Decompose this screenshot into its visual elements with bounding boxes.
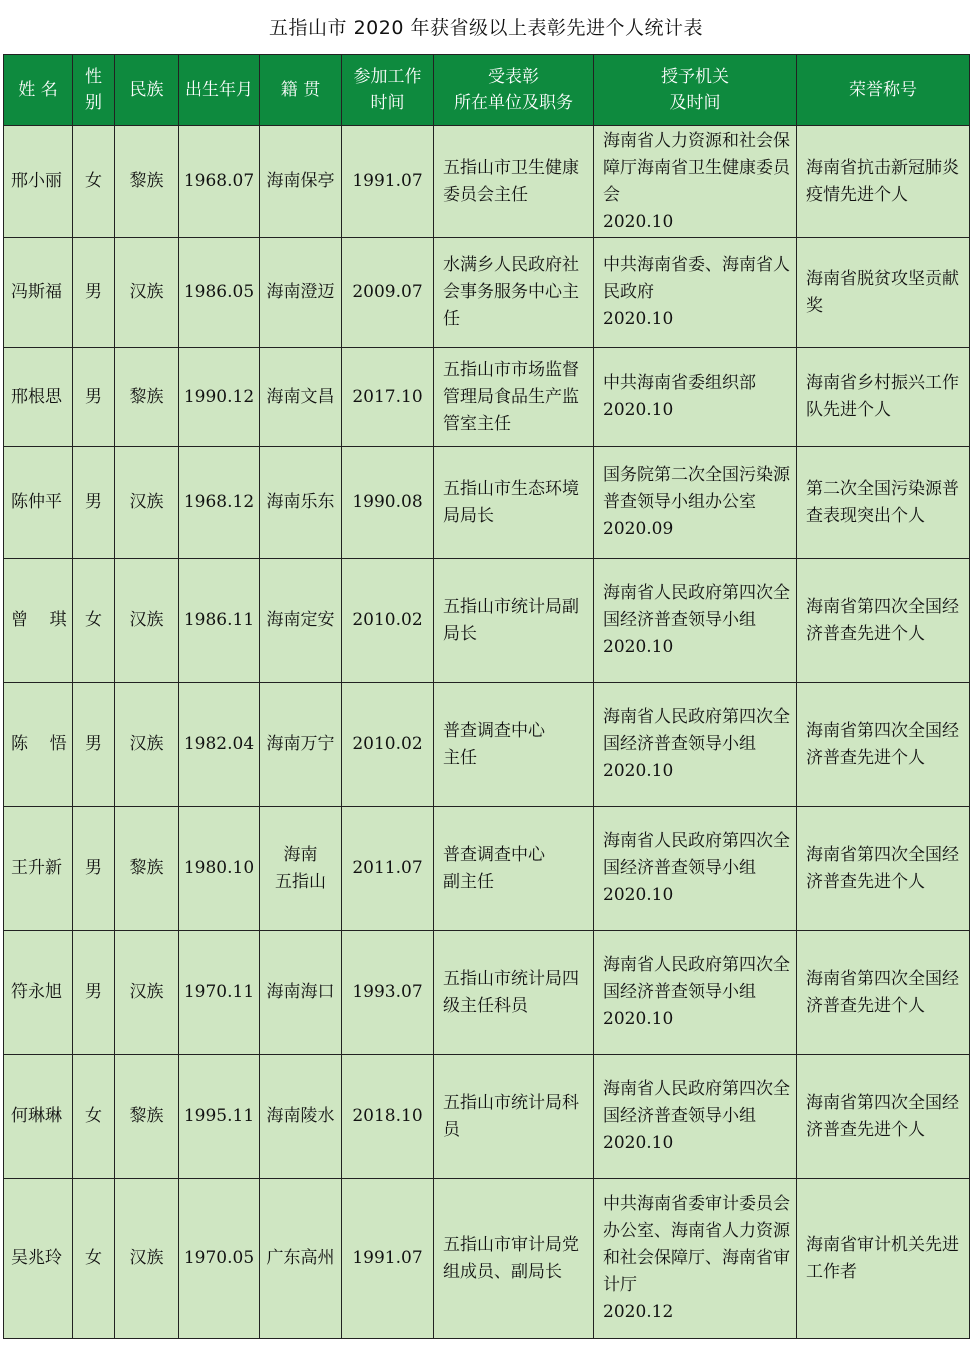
- cell-gender: 女: [73, 1179, 115, 1339]
- cell-origin: 海南澄迈: [260, 238, 342, 348]
- cell-granting-body: 海南省人民政府第四次全国经济普查领导小组 2020.10: [594, 931, 797, 1055]
- cell-honor: 海南省第四次全国经济普查先进个人: [797, 559, 970, 683]
- cell-honor: 海南省第四次全国经济普查先进个人: [797, 931, 970, 1055]
- cell-work-start: 1991.07: [342, 1179, 434, 1339]
- cell-granting-body: 中共海南省委组织部 2020.10: [594, 348, 797, 447]
- cell-honor: 海南省第四次全国经济普查先进个人: [797, 1055, 970, 1179]
- cell-origin: 海南陵水: [260, 1055, 342, 1179]
- cell-birth: 1970.11: [179, 931, 260, 1055]
- cell-ethnicity: 汉族: [115, 559, 179, 683]
- cell-origin: 广东高州: [260, 1179, 342, 1339]
- cell-honor: 第二次全国污染源普查表现突出个人: [797, 447, 970, 559]
- table-row: [4, 807, 970, 931]
- cell-work-start: 1993.07: [342, 931, 434, 1055]
- table-row: [4, 1055, 970, 1179]
- header-granting-body: 授予机关 及时间: [594, 55, 797, 126]
- cell-origin: 海南保亭: [260, 126, 342, 238]
- cell-granting-body: 海南省人民政府第四次全国经济普查领导小组 2020.10: [594, 807, 797, 931]
- cell-honor: 海南省抗击新冠肺炎疫情先进个人: [797, 126, 970, 238]
- cell-ethnicity: 黎族: [115, 348, 179, 447]
- cell-birth: 1968.07: [179, 126, 260, 238]
- cell-honor: 海南省乡村振兴工作队先进个人: [797, 348, 970, 447]
- header-origin: 籍 贯: [260, 55, 342, 126]
- cell-name: 陈仲平: [4, 447, 73, 559]
- cell-honor: 海南省第四次全国经济普查先进个人: [797, 683, 970, 807]
- cell-name: 王升新: [4, 807, 73, 931]
- cell-gender: 女: [73, 559, 115, 683]
- cell-unit-position: 普查调查中心 主任: [434, 683, 594, 807]
- cell-name: 邢根思: [4, 348, 73, 447]
- table-row: [4, 559, 970, 683]
- cell-gender: 男: [73, 931, 115, 1055]
- cell-ethnicity: 汉族: [115, 683, 179, 807]
- cell-unit-position: 五指山市统计局科员: [434, 1055, 594, 1179]
- cell-birth: 1986.05: [179, 238, 260, 348]
- cell-granting-body: 海南省人民政府第四次全国经济普查领导小组 2020.10: [594, 1055, 797, 1179]
- cell-origin: 海南文昌: [260, 348, 342, 447]
- cell-work-start: 2018.10: [342, 1055, 434, 1179]
- table-row: [4, 683, 970, 807]
- header-gender: 性 别: [73, 55, 115, 126]
- cell-ethnicity: 汉族: [115, 931, 179, 1055]
- cell-birth: 1986.11: [179, 559, 260, 683]
- cell-unit-position: 五指山市审计局党组成员、副局长: [434, 1179, 594, 1339]
- cell-birth: 1990.12: [179, 348, 260, 447]
- header-unit-position: 受表彰 所在单位及职务: [434, 55, 594, 126]
- cell-ethnicity: 汉族: [115, 1179, 179, 1339]
- cell-gender: 男: [73, 807, 115, 931]
- header-ethnicity: 民族: [115, 55, 179, 126]
- table-row: [4, 126, 970, 238]
- table-row: [4, 238, 970, 348]
- header-honor: 荣誉称号: [797, 55, 970, 126]
- cell-gender: 女: [73, 1055, 115, 1179]
- header-work-start: 参加工作 时间: [342, 55, 434, 126]
- cell-name: 陈 悟: [4, 683, 73, 807]
- cell-unit-position: 普查调查中心 副主任: [434, 807, 594, 931]
- cell-origin: 海南定安: [260, 559, 342, 683]
- cell-ethnicity: 黎族: [115, 1055, 179, 1179]
- cell-unit-position: 水满乡人民政府社会事务服务中心主任: [434, 238, 594, 348]
- cell-unit-position: 五指山市卫生健康委员会主任: [434, 126, 594, 238]
- cell-birth: 1968.12: [179, 447, 260, 559]
- cell-granting-body: 海南省人民政府第四次全国经济普查领导小组 2020.10: [594, 683, 797, 807]
- cell-name: 吴兆玲: [4, 1179, 73, 1339]
- page-title: 五指山市 2020 年获省级以上表彰先进个人统计表: [269, 17, 703, 39]
- header-name: 姓 名: [4, 55, 73, 126]
- cell-birth: 1980.10: [179, 807, 260, 931]
- cell-name: 冯斯福: [4, 238, 73, 348]
- cell-gender: 男: [73, 348, 115, 447]
- cell-unit-position: 五指山市市场监督管理局食品生产监管室主任: [434, 348, 594, 447]
- cell-work-start: 2009.07: [342, 238, 434, 348]
- cell-ethnicity: 汉族: [115, 447, 179, 559]
- cell-honor: 海南省脱贫攻坚贡献奖: [797, 238, 970, 348]
- cell-granting-body: 中共海南省委审计委员会办公室、海南省人力资源和社会保障厅、海南省审计厅 2020.12: [594, 1179, 797, 1339]
- header-birth: 出生年月: [179, 55, 260, 126]
- header-row: [4, 55, 970, 126]
- cell-birth: 1970.05: [179, 1179, 260, 1339]
- cell-origin: 海南 五指山: [260, 807, 342, 931]
- table-row: [4, 931, 970, 1055]
- cell-gender: 女: [73, 126, 115, 238]
- cell-unit-position: 五指山市统计局四级主任科员: [434, 931, 594, 1055]
- cell-birth: 1995.11: [179, 1055, 260, 1179]
- cell-gender: 男: [73, 447, 115, 559]
- cell-origin: 海南乐东: [260, 447, 342, 559]
- award-table: [3, 54, 970, 1339]
- cell-honor: 海南省第四次全国经济普查先进个人: [797, 807, 970, 931]
- cell-ethnicity: 黎族: [115, 126, 179, 238]
- cell-work-start: 2010.02: [342, 559, 434, 683]
- cell-name: 何琳琳: [4, 1055, 73, 1179]
- cell-granting-body: 海南省人民政府第四次全国经济普查领导小组 2020.10: [594, 559, 797, 683]
- table-row: [4, 348, 970, 447]
- cell-work-start: 1991.07: [342, 126, 434, 238]
- cell-unit-position: 五指山市生态环境局局长: [434, 447, 594, 559]
- cell-honor: 海南省审计机关先进工作者: [797, 1179, 970, 1339]
- cell-name: 曾 琪: [4, 559, 73, 683]
- cell-name: 邢小丽: [4, 126, 73, 238]
- table-row: [4, 1179, 970, 1339]
- cell-unit-position: 五指山市统计局副局长: [434, 559, 594, 683]
- cell-granting-body: 中共海南省委、海南省人民政府 2020.10: [594, 238, 797, 348]
- cell-origin: 海南万宁: [260, 683, 342, 807]
- cell-work-start: 1990.08: [342, 447, 434, 559]
- cell-work-start: 2017.10: [342, 348, 434, 447]
- table-row: [4, 447, 970, 559]
- cell-work-start: 2010.02: [342, 683, 434, 807]
- cell-origin: 海南海口: [260, 931, 342, 1055]
- cell-granting-body: 国务院第二次全国污染源普查领导小组办公室 2020.09: [594, 447, 797, 559]
- cell-name: 符永旭: [4, 931, 73, 1055]
- cell-work-start: 2011.07: [342, 807, 434, 931]
- cell-gender: 男: [73, 238, 115, 348]
- cell-gender: 男: [73, 683, 115, 807]
- cell-ethnicity: 汉族: [115, 238, 179, 348]
- cell-ethnicity: 黎族: [115, 807, 179, 931]
- cell-granting-body: 海南省人力资源和社会保障厅海南省卫生健康委员会 2020.10: [594, 126, 797, 238]
- cell-birth: 1982.04: [179, 683, 260, 807]
